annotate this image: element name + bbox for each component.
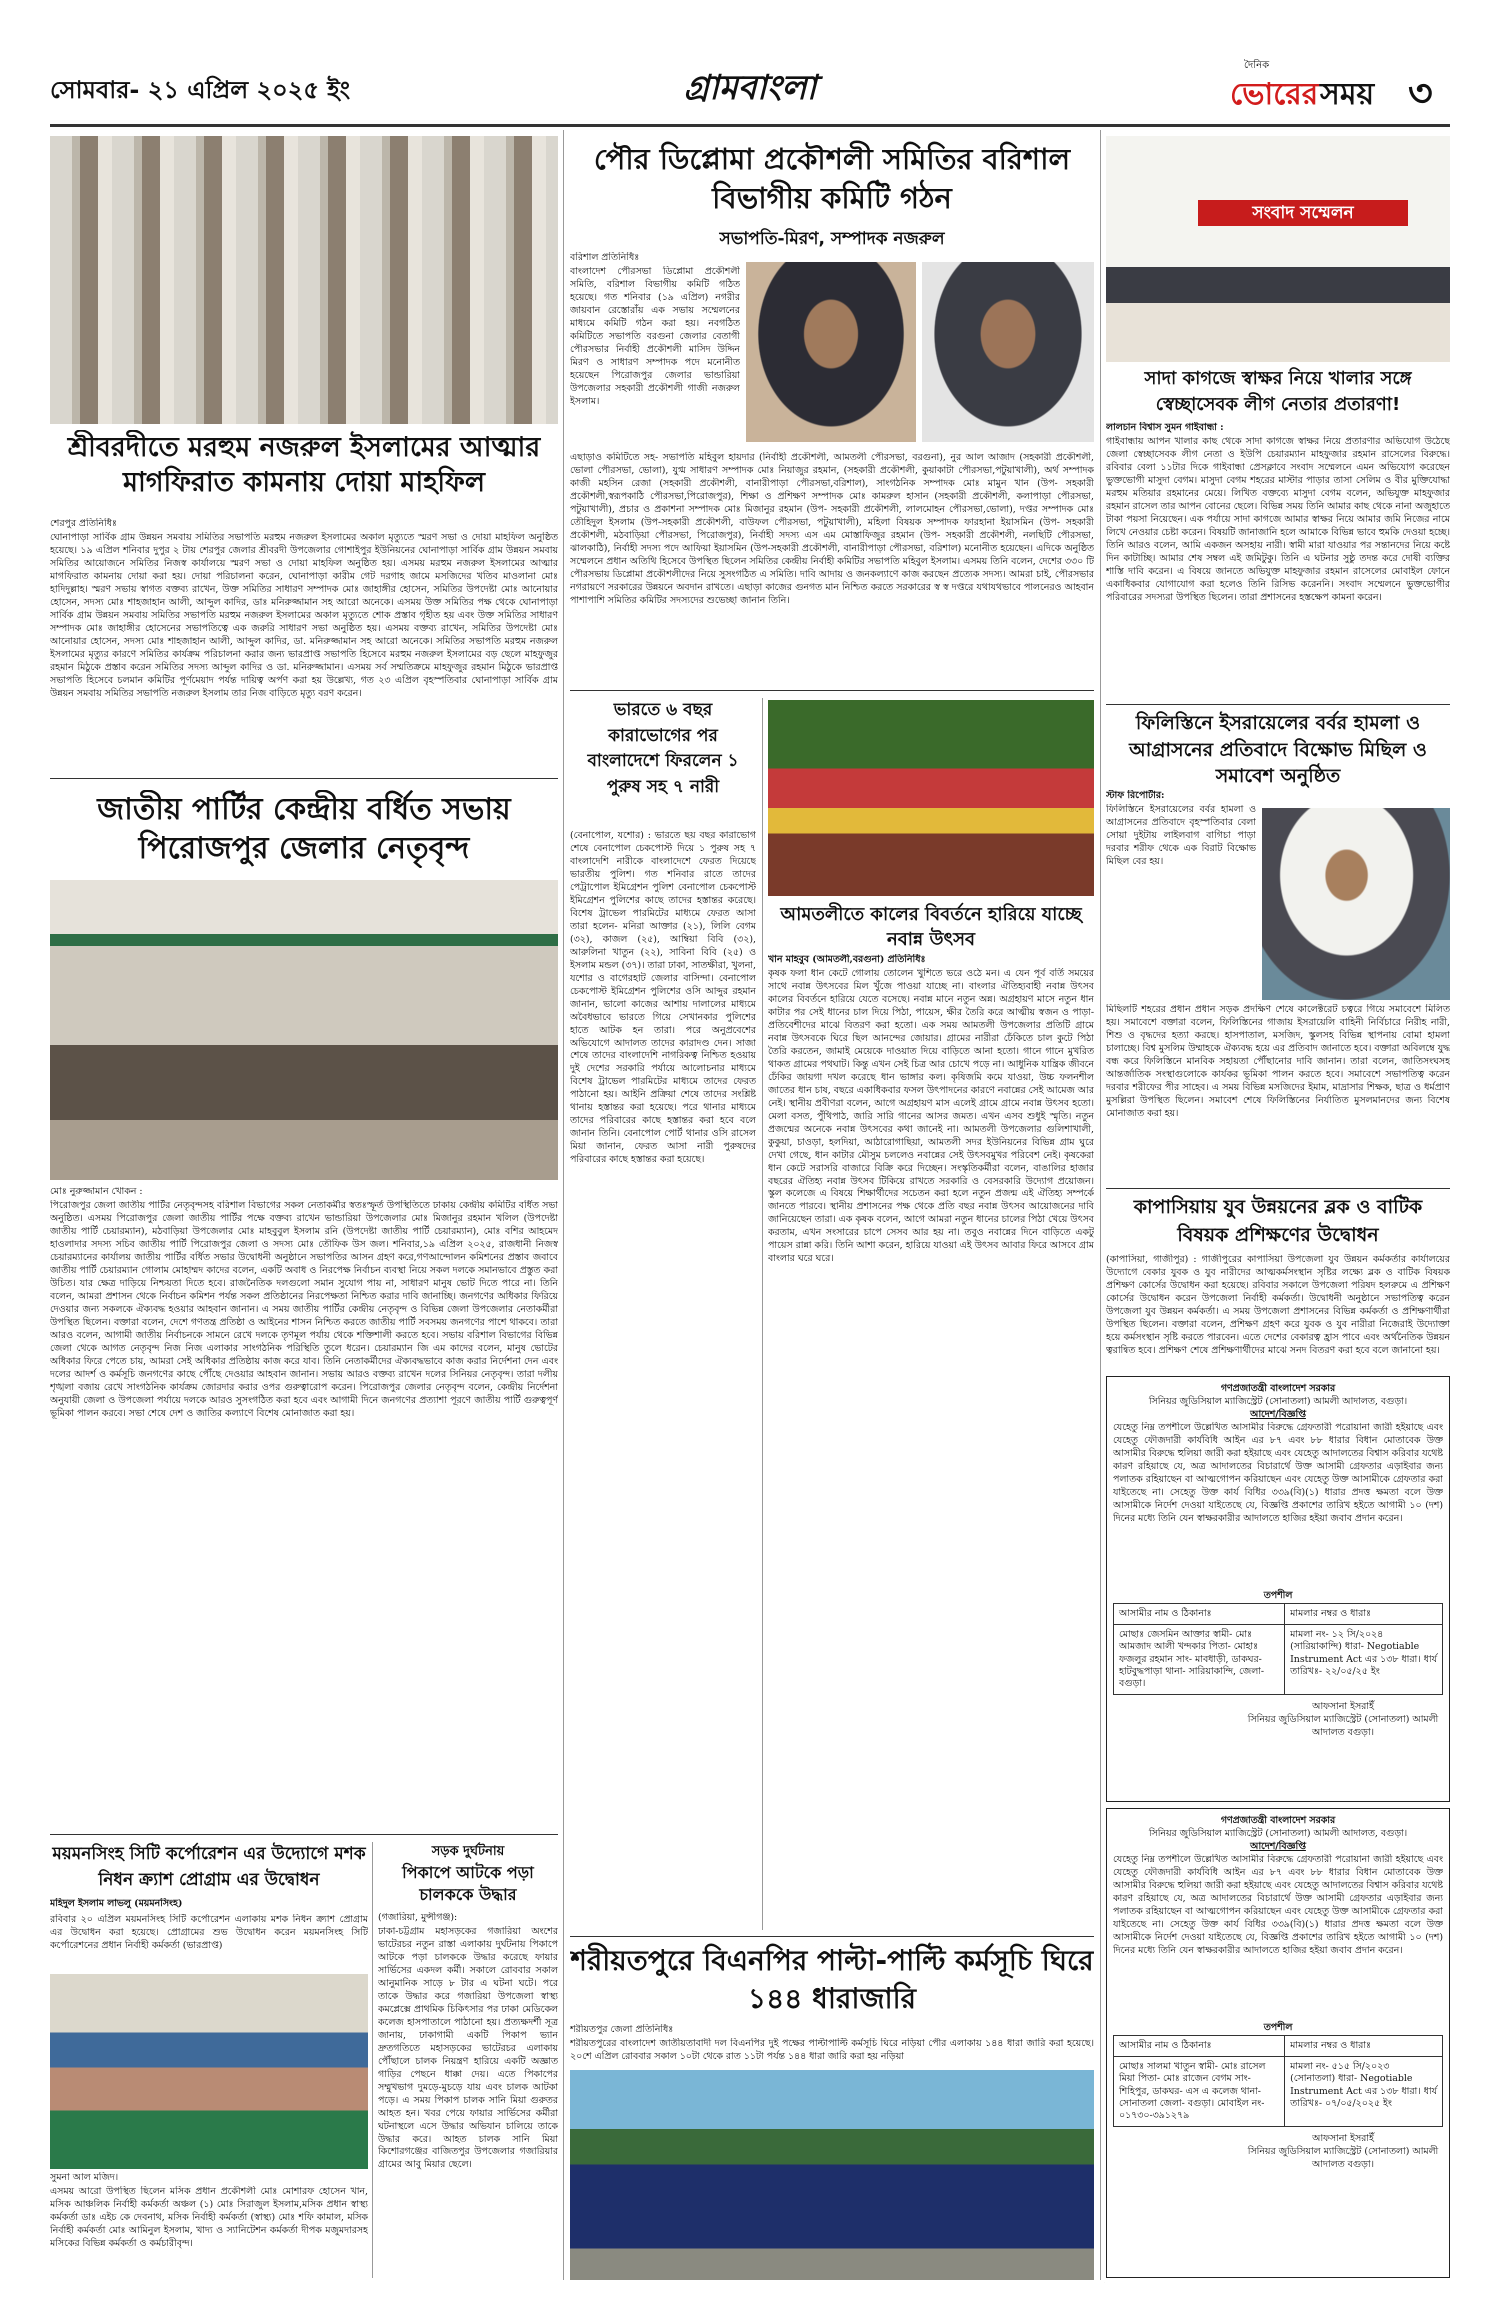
masthead-logo — [1180, 58, 1450, 114]
a9-headline: সাদা কাগজে স্বাক্ষর নিয়ে খালার সঙ্গে স্বেচ্ছাসেবক লীগ নেতার প্রতারণা! — [1144, 368, 1412, 416]
notice1-case: মামলা নং- ১২ সি/২০২৪ (সারিয়াকান্দি) ধারা- Negotiable Instrument Act এর ১৩৮ ধারা। ধার্য তারিখঃ- ২২/০৫/২৫ ইং — [1285, 1625, 1443, 1695]
a7-byline: খান মাহবুব (আমতলী,বরগুনা) প্রতিনিধিঃ — [768, 954, 926, 965]
a7-body: কৃষক ফলা ধান কেটে গোলায় তোলেন খুশিতে ভরে ওঠে মন। এ যেন পূর্ব বর্তি সময়ের সাথে নবান্ন উৎসবের মিল খুঁজে পাওয়া যাচ্ছে না। বাংলার ঐতিহ্যবাহী নবান্ন উৎসব কালের বিবর্তনে হারিয়ে যেতে বসেছে। নবান্ন মানে নতুন অন্ন। অগ্রহায়ণ মাসে নতুন ধান কাটার পর সেই ধানের চাল দিয়ে পিঠা, পায়েস, ক্ষীর তৈরি করে আত্মীয় স্বজন ও পাড়া-প্রতিবেশীদের মাঝে বিতরণ করা হতো। এক সময় আমতলী উপজেলার প্রতিটি গ্রামে নবান্ন উৎসবকে ঘিরে ছিল আনন্দের জোয়ার। গ্রামের নারীরা ঢেঁকিতে চাল কুটে পিঠা তৈরি করতেন, জামাই মেয়েকে দাওয়াত দিয়ে বাড়িতে আনা হতো। গানে গানে মুখরিত থাকত গ্রামের পথঘাট। কিন্তু এখন সেই চিত্র আর চোখে পড়ে না। আধুনিক যান্ত্রিক জীবনে ঢেঁকির জায়গা দখল করেছে ধান ভাঙ্গার কল। কৃষিজমি কমে যাওয়া, উচ্চ ফলনশীল জাতের ধান চাষ, বছরে একাধিকবার ফসল উৎপাদনের কারণে নবান্নের সেই আমেজ আর নেই। স্থানীয় প্রবীণরা বলেন, আগে অগ্রহায়ণ মাস এলেই গ্রামে গ্রামে নবান্ন উৎসব হতো। মেলা বসত, পুঁথিপাঠ, জারি সারি গানের আসর জমত। এখন এসব শুধুই স্মৃতি। নতুন প্রজন্মের অনেকে নবান্ন উৎসবের কথা জানেই না। আমতলী উপজেলার গুলিশাখালী, কুকুয়া, চাওড়া, হলদিয়া, আঠারোগাছিয়া, আমতলী সদর ইউনিয়নের বিভিন্ন গ্রাম ঘুরে দেখা গেছে, ধান কাটার মৌসুম চললেও নবান্নের সেই উৎসবমুখর পরিবেশ নেই। কৃষকেরা ধান কেটে সরাসরি বাজারে বিক্রি করে দিচ্ছেন। সংস্কৃতিকর্মীরা বলেন, বাঙালির হাজার বছরের ঐতিহ্য নবান্ন উৎসব টিকিয়ে রাখতে সরকারি ও বেসরকারি উদ্যোগ প্রয়োজন। স্কুল কলেজে এ বিষয়ে শিক্ষার্থীদের সচেতন করা হলে নতুন প্রজন্ম এই ঐতিহ্য সম্পর্কে জানতে পারবে। স্থানীয় প্রশাসনের পক্ষ থেকে প্রতি বছর নবান্ন উৎসব আয়োজনের দাবি জানিয়েছেন তারা। এক কৃষক বলেন, আগে আমরা নতুন ধানের চালের পিঠা খেয়ে উৎসব করতাম, এখন সংসারের চাপে সেসব আর হয় না। তবুও নবান্নের দিনে বাড়িতে একটু পায়েস রান্না করি। তিনি আশা করেন, হারিয়ে যাওয়া এই উৎসব আবার ফিরে আসবে গ্রাম বাংলার ঘরে ঘরে। — [768, 968, 1094, 1265]
header-rule — [50, 124, 1450, 127]
a8-lead: শরীয়তপুরের বাংলাদেশ জাতীয়তাবাদী দল বিএনপির দুই পক্ষের পাল্টাপাল্টি কর্মসূচি ঘিরে নড়িয়া পৌর এলাকায় ১৪৪ ধারা জারি করা হয়েছে। ২০শে এপ্রিল রোববার সকাল ১০টা থেকে রাত ১১টা পর্যন্ত ১৪৪ ধারা জারি করা হয় নড়িয়া — [570, 2038, 1094, 2062]
a10-body-side: ফিলিস্তিনে ইসরায়েলের বর্বর হামলা ও আগ্রাসনের প্রতিবাদে বৃহস্পতিবার বেলা সোয়া দুইটায় লাইলবাগ বাগিচা পাড়া দরবার শরীফ থেকে এক বিরাট বিক্ষোভ মিছিল বের হয়। — [1106, 804, 1256, 867]
notice2-col2: মামলার নম্বর ও ধারাঃ — [1285, 2035, 1443, 2056]
court-notice-2 — [1106, 1808, 1450, 2278]
a11-headline: কাপাসিয়ায় যুব উন্নয়নের ব্লক ও বাটিক বিষয়ক প্রশিক্ষণের উদ্বোধন — [1133, 1196, 1423, 1246]
photo-jatiya-party-meeting — [50, 880, 558, 1180]
notice1-court: সিনিয়র জুডিসিয়াল ম্যাজিস্ট্রেট (সোনাতলা) আমলী আদালত, বগুড়া। — [1148, 1395, 1408, 1407]
a8-body — [1104, 2282, 1105, 2283]
photo-nazrul — [922, 262, 1094, 442]
court-notice-1 — [1106, 1376, 1450, 1802]
col-divider — [762, 698, 763, 1930]
a2-byline: মোঃ নুরুজ্জামান খোকন : — [50, 1186, 143, 1197]
photo-police-line — [570, 2070, 1094, 2280]
a4-body: ঢাকা-চট্টগ্রাম মহাসড়কের গজারিয়া অংশের ভাটেরচর নতুন রাস্তা এলাকায় দুর্ঘটনায় পিকাপে আটকে পড়া চালককে উদ্ধার করেছে ফায়ার সার্ভিসের একদল কর্মী। সকালে রোববার সকাল আনুমানিক সাড়ে ৮ টার এ ঘটনা ঘটে। পরে তাকে উদ্ধার করে গজারিয়া উপজেলা স্বাস্থ্য কমপ্লেক্সে প্রাথমিক চিকিৎসার পর ঢাকা মেডিকেল কলেজ হাসপাতালে পাঠানো হয়। প্রত্যক্ষদর্শী সূত্র জানায়, ঢাকাগামী একটি পিকাপ ভ্যান দ্রুতগতিতে মহাসড়কের ভাটেরচর এলাকায় পৌঁছালে চালক নিয়ন্ত্রণ হারিয়ে একটি অজ্ঞাত গাড়ির পেছনে ধাক্কা দেয়। এতে পিকাপের সম্মুখভাগ দুমড়ে-মুচড়ে যায় এবং চালক আটকা পড়ে। এ সময় পিকাপ চালক সানি মিয়া গুরুতর আহত হন। খবর পেয়ে ফায়ার সার্ভিসের কর্মীরা ঘটনাস্থলে এসে উদ্ধার অভিযান চালিয়ে তাকে উদ্ধার করে। আহত চালক সানি মিয়া কিশোরগঞ্জের বাজিতপুর উপজেলার গজারিয়ার গ্রামের আবু মিয়ার ছেলে। — [378, 1926, 558, 2171]
masthead-name-a: ভোরের — [1230, 77, 1319, 112]
notice1-title: আদেশ/বিজ্ঞপ্তি — [1250, 1408, 1306, 1420]
a8-rule — [570, 1936, 1094, 1937]
notice1-accused: মোছাঃ জেসমিন আক্তার স্বামী- মোঃ আমজাদ আলী খন্দকার পিতা- মোহাঃ ফজলুর রহমান সাং- মাবধাড়ী, ডাকঘর- হাটবুদ্ধপাড়া থানা- সারিয়াকান্দি, জেলা- বগুড়া। — [1114, 1625, 1285, 1695]
a2-rule — [50, 1834, 558, 1835]
notice2-col1: আসামীর নাম ও ঠিকানাঃ — [1114, 2035, 1285, 2056]
a1-byline: শেরপুর প্রতিনিধিঃ — [50, 518, 117, 529]
a5-headline: পৌর ডিপ্লোমা প্রকৌশলী সমিতির বরিশাল বিভাগীয় কমিটি গঠন — [593, 142, 1071, 216]
a2-headline: জাতীয় পার্টির কেন্দ্রীয় বর্ধিত সভায় পিরোজপুর জেলার নেতৃবৃন্দ — [97, 792, 511, 866]
a6-headline: ভারতে ৬ বছর কারাভোগের পর বাংলাদেশে ফিরলেন ১ পুরুষ সহ ৭ নারী — [587, 700, 739, 797]
a7-headline: আমতলীতে কালের বিবর্তনে হারিয়ে যাচ্ছে নবান্ন উৎসব — [780, 904, 1082, 951]
notice1-sign-name: আফসানা ইসরাইঁ — [1312, 1701, 1374, 1713]
photo-mosquito-program — [50, 1974, 368, 2169]
header-date: সোমবার- ২১ এপ্রিল ২০২৫ ইং — [50, 76, 351, 104]
a8-byline: শরীয়তপুর জেলা প্রতিনিধিঃ — [570, 2024, 674, 2035]
notice1-sign-title: সিনিয়র জুডিসিয়াল ম্যাজিস্ট্রেট (সোনাতলা) আমলী আদালত বগুড়া। — [1247, 1714, 1439, 1739]
notice2-sign-name: আফসানা ইসরাইঁ — [1312, 2133, 1374, 2145]
a9-byline: লালচান বিশ্বাস সুমন গাইবান্ধা : — [1106, 422, 1224, 433]
photo-mirun — [746, 262, 916, 442]
masthead-small: দৈনিক — [1244, 60, 1270, 71]
a6-body: (বেনাপোল, যশোর) : ভারতে ছয় বছর কারাভোগ শেষে বেনাপোল চেকপোস্ট দিয়ে ১ পুরুষ সহ ৭ বাংলাদেশি নারীকে বাংলাদেশে ফেরত দিয়েছে ভারতীয় পুলিশ। গত শনিবার রাতে তাদের পেট্রাপোল ইমিগ্রেশন পুলিশ বেনাপোল চেকপোস্ট ইমিগ্রেশন পুলিশের কাছে তাদের হস্তান্তর করেছে। বিশেষ ট্রাভেল পারমিটের মাধ্যমে ফেরত আসা তারা হলেন- মনিরা আক্তার (২১), লিলি বেগম (৩২), কাজল (২৫), আম্বিয়া বিবি (৩২), আরুলিনা খাতুন (২২), সাবিনা বিবি (২৫) ও ইসলাম মন্ডল (৩৭)। তারা ঢাকা, সাতক্ষীরা, খুলনা, যশোর ও বাগেরহাট জেলার বাসিন্দা। বেনাপোল চেকপোস্ট ইমিগ্রেশন পুলিশের ওসি আব্দুর রহমান জানান, ভালো কাজের আশায় দালালের মাধ্যমে অবৈধভাবে ভারতে গিয়ে সেখানকার পুলিশের হাতে আটক হন তারা। পরে অনুপ্রবেশের অভিযোগে আদালত তাদের কারাদণ্ড দেন। সাজা শেষে তাদের বাংলাদেশি নাগরিকত্ব নিশ্চিত হওয়ায় দুই দেশের সরকারি পর্যায়ে আলোচনার মাধ্যমে বিশেষ ট্রাভেল পারমিটের মাধ্যমে তাদের ফেরত পাঠানো হয়। আইনি প্রক্রিয়া শেষে তাদের সংশ্লিষ্ট থানায় হস্তান্তর করা হয়েছে। পরে থানার মাধ্যমে তাদের পরিবারের কাছে হস্তান্তর করা হবে বলে জানান তিনি। বেনাপোল পোর্ট থানার ওসি রাসেল মিয়া জানান, ফেরত আসা নারী পুরুষদের পরিবারের কাছে হস্তান্তর করা হয়েছে। — [570, 830, 756, 1166]
a4-byline: (গজারিয়া, মুন্সীগঞ্জ): — [378, 1912, 458, 1923]
a9-body: গাইবান্ধায় আপন খালার কাছ থেকে সাদা কাগজে স্বাক্ষর নিয়ে প্রতারণার অভিযোগ উঠেছে জেলা স্বেচ্ছাসেবক লীগ নেতা ও ইউপি চেয়ারম্যান মাহফুজার রহমান রাসেলের বিরুদ্ধে। রবিবার বেলা ১১টার দিকে গাইবান্ধা প্রেসক্লাবে সংবাদ সম্মেলনে এমন অভিযোগ করেছেন ভুক্তভোগী মাসুদা বেগম। মাসুদা বেগম শহরের মাস্টার পাড়ার তাসা সেলিম ও বীর মুক্তিযোদ্ধা মরহুম মতিয়ার রহমানের মেয়ে। লিখিত বক্তব্যে মাসুদা বেগম বলেন, অভিযুক্ত মাহফুজার রহমান রাসেল তার আপন বোনের ছেলে। বিভিন্ন সময় তিনি আমার কাছ থেকে নানা অজুহাতে টাকা পয়সা নিয়েছেন। এক পর্যায়ে সাদা কাগজে আমার স্বাক্ষর নিয়ে আমার জমি নিজের নামে লিখে নেওয়ার চেষ্টা করেন। বিষয়টি জানাজানি হলে আমাকে বিভিন্ন ভাবে হুমকি দেওয়া হচ্ছে। তিনি আরও বলেন, আমি একজন অসহায় নারী। স্বামী মারা যাওয়ার পর সন্তানদের নিয়ে কষ্টে দিন কাটাচ্ছি। আমার শেষ সম্বল এই জমিটুকু। তিনি এ ঘটনার সুষ্ঠু তদন্ত করে দোষী ব্যক্তির শাস্তি দাবি করেন। এ বিষয়ে জানতে অভিযুক্ত মাহফুজার রহমান রাসেলের মোবাইল ফোনে একাধিকবার যোগাযোগ করা হলেও তিনি রিসিভ করেননি। সংবাদ সম্মেলনে ভুক্তভোগীর পরিবারের সদস্যরা উপস্থিত ছিলেন। তারা প্রশাসনের হস্তক্ষেপ কামনা করেন। — [1106, 436, 1450, 603]
notice1-header: গণপ্রজাতন্ত্রী বাংলাদেশ সরকার — [1220, 1383, 1336, 1394]
notice2-body: যেহেতু নিম্ন তপশীলে উল্লেখিত আসামীর বিরুদ্ধে গ্রেফতারী পরোয়ানা জারী হইয়াছে এবং যেহেতু ফৌজদারী কার্যবিধি আইন এর ৮৭ এবং ৮৮ ধারার বিধান মোতাবেক উক্ত আসামীর বিরুদ্ধে হুলিয়া জারী করা হইয়াছে এবং যেহেতু আদালতের বিশ্বাস করিবার যথেষ্ট কারণ রহিয়াছে যে, অত্র আদালতের বিচারার্থে উক্ত আসামী গ্রেফতার এড়াইবার জন্য পলাতক রহিয়াছেন বা আত্মগোপন করিয়াছেন এবং যেহেতু উক্ত আসামীকে গ্রেফতার করা যাইতেছে না। সেহেতু উক্ত কার্য বিধির ৩৩৯(বি)(১) ধারার প্রদত্ত ক্ষমতা বলে উক্ত আসামীকে নির্দেশ দেওয়া যাইতেছে যে, বিজ্ঞপ্তি প্রকাশের তারিখ হইতে আগামী ১০ (দশ) দিনের মধ্যে তিনি যেন স্বাক্ষরকারীর আদালতে হাজির হইয়া জবাব প্রদান করেন। — [1113, 1853, 1443, 1956]
notice1-col1: আসামীর নাম ও ঠিকানাঃ — [1114, 1603, 1285, 1624]
col-divider — [1100, 130, 1101, 2280]
notice2-schedule: তপশীল — [1263, 2021, 1293, 2033]
a5-body: এছাড়াও কমিটিতে সহ- সভাপতি মহিবুল হায়দার (নির্বাহী প্রকৌশলী, আমতলী পৌরসভা, বরগুনা), নুর আল আজাদ (সহকারী প্রকৌশলী, ভোলা পৌরসভা, ভোলা), যুগ্ম সাধারণ সম্পাদক মোঃ নিয়াজুর রহমান, (সহকারী প্রকৌশলী, কুয়াকাটা পৌরসভা,পটুয়াখালী), অর্থ সম্পাদক কাজী মহসিন রেজা (সহকারী প্রকৌশলী, বানারীপাড়া পৌরসভা,বরিশাল), সাংগঠনিক সম্পাদক মোঃ মামুন খান (উপ- সহকারী প্রকৌশলী,স্বরূপকাঠি পৌরসভা,পিরোজপুর), শিক্ষা ও প্রশিক্ষণ সম্পাদক মোঃ কামরুল হাসান (সহকারী প্রকৌশলী, কলাপাড়া পৌরসভা, পটুয়াখালী), প্রচার ও প্রকাশনা সম্পাদক মোঃ মিজানুর রহমান (উপ- সহকারী প্রকৌশলী, লালমোহন পৌরসভা,ভোলা), দপ্তর সম্পাদক মোঃ তৌহিদুল ইসলাম (উপ-সহকারী প্রকৌশলী, বাউফল পৌরসভা, পটুয়াখালী), মহিলা বিষয়ক সম্পাদক ফারহানা ইয়াসমিন (উপ- সহকারী প্রকৌশলী, মঠবাড়িয়া পৌরসভা, পিরোজপুর), নির্বাহী সদস্য এস এম মোস্তাফিজুর রহমান (উপ- সহকারী প্রকৌশলী, নলছিটি পৌরসভা, ঝালকাঠি), নির্বাহী সদস্য পদে আফিয়া ইয়াসমিন (উপ-সহকারী প্রকৌশলী, বানারীপাড়া পৌরসভা, বরিশাল) মনোনীত হয়েছেন। এদিকে অনুষ্ঠিত সম্মেলনে প্রধান অতিথি হিসেবে উপস্থিত ছিলেন সমিতির কেন্দ্রীয় নির্বাহী কমিটির সভাপতি মহিবুল ইসলাম। এসময় তিনি বলেন, দেশের ৩৩০ টি পৌরসভায় ডিপ্লোমা প্রকৌশলীদের নিয়ে সুসংগঠিত এ সমিতি। দাবি আদায় ও জনকল্যাণে কাজ করছেন প্রত্যেক সদস্য। আমরা চাই, পৌরসভার নগরায়ণে সরকারের উন্নয়নে অবদান রাখতে। এছাড়া কাজের গুনগত মান নিশ্চিত করতে সরকারের স্ব স্ব দপ্তরে যথাযথভাবে পালনেরও আহবান পাশাপাশি সমিতির কমিটির সদস্যদের শুভেচ্ছা জানান তিনি। — [570, 452, 1094, 606]
notice2-header: গণপ্রজাতন্ত্রী বাংলাদেশ সরকার — [1220, 1815, 1336, 1826]
a10-byline: স্টাফ রিপোর্টার: — [1106, 790, 1165, 801]
a3-body: রবিবার ২০ এপ্রিল ময়মনসিংহ সিটি কর্পোরেশন এলাকায় মশক নিধন ক্র্যাশ প্রোগ্রাম এর উদ্বোধন করা হয়েছে। প্রোগ্রামের শুভ উদ্বোধন করেন ময়মনসিংহ সিটি কর্পোরেশনের প্রধান নির্বাহী কর্মকর্তা (ভারপ্রাপ্ত) — [50, 1914, 368, 1951]
photo-protest-speaker — [1262, 808, 1450, 1000]
a5-subtitle: সভাপতি-মিরণ, সম্পাদক নজরুল — [719, 229, 945, 249]
a1-rule — [50, 778, 558, 779]
notice2-court: সিনিয়র জুডিসিয়াল ম্যাজিস্ট্রেট (সোনাতলা) আমলী আদালত, বগুড়া। — [1148, 1827, 1408, 1839]
notice2-table — [1113, 2035, 1443, 2127]
col-divider — [372, 1842, 373, 2278]
a10-headline: ফিলিস্তিনে ইসরায়েলের বর্বর হামলা ও আগ্রাসনের প্রতিবাদে বিক্ষোভ মিছিল ও সমাবেশ অনুষ্ঠিত — [1129, 712, 1427, 788]
photo-prayer-gathering — [50, 136, 558, 424]
masthead-name-b: সময় — [1320, 77, 1375, 112]
a10-rule — [1106, 1188, 1450, 1189]
notice1-col2: মামলার নম্বর ও ধারাঃ — [1285, 1603, 1443, 1624]
a5-body-side: বাংলাদেশ পৌরসভা ডিপ্লোমা প্রকৌশলী সমিতি, বরিশাল বিভাগীয় কমিটি গঠিত হয়েছে। গত শনিবার (১৯ এপ্রিল) নগরীর জায়বান রেস্তোরাঁয় এক সভায় সম্মেলনের মাধ্যমে কমিটি গঠন করা হয়। নবগঠিত কমিটিতে সভাপতি বরগুনা জেলার বেতাগী পৌরসভার নির্বাহী প্রকৌশলী মাসিদ উদ্দিন মিরণ ও সাধারণ সম্পাদক পদে মনোনীত হয়েছেন পিরোজপুর জেলার ভান্ডারিয়া উপজেলার সহকারী প্রকৌশলী গাজী নজরুল ইসলাম। — [570, 266, 740, 407]
a2-body: পিরোজপুর জেলা জাতীয় পার্টির নেতৃবৃন্দসহ বরিশাল বিভাগের সকল নেতাকর্মীর স্বতঃস্ফূর্ত উপস্থিতিতে ঢাকায় কেন্দ্রীয় কমিটির বর্ধিত সভা অনুষ্ঠিত। এসময় পিরোজপুর জেলা জাতীয় পার্টির পক্ষে বক্তব্য রাখেন ভান্ডারিয়া উপজেলার মোঃ মিজানুর রহমান খলিল (উপদেষ্টা জাতীয় পার্টি চেয়ারম্যান), মঠবাড়িয়া উপজেলার মোঃ মাহবুবুল ইসলাম রনি (উপদেষ্টা জাতীয় পার্টি চেয়ারম্যান), মোঃ বশির আহমেদ হাওলাদার সদস্য সচিব জাতীয় পার্টি পিরোজপুর জেলা ও সদস্য মোঃ তৌফিক উস জল। শনিবার,১৯ এপ্রিল ২০২৫, রাজধানী নিজস্ব চেয়ারম্যানের কার্যালয় জাতীয় পার্টির বর্ধিত সভার উদ্বোধনী অনুষ্ঠানে সভাপতির আসন গ্রহণ করে,গণআন্দোলন কমিশনের প্রস্তাব জবাবে জাতীয় পার্টি চেয়ারম্যান গোলাম মোহাম্মদ কাদের বলেন, একটি অবাধ ও নিরপেক্ষ নির্বাচন ব্যবস্থা নিয়ে সকল দলকে সমানভাবে প্রস্তুত করা উচিত। যার ক্ষেত্র দাড়িয়ে নিশ্চয়তা দিতে হবে। রাজনৈতিক দলগুলো সমান সুযোগ পায় না, সাধারণ মানুষ ভোট দিতে পারে না। তিনি বলেন, আমরা প্রশাসন থেকে নির্বাচন কমিশন পর্যন্ত সকল প্রতিষ্ঠানের নিরপেক্ষতা নিশ্চিত করার দাবি জানাচ্ছি। জনগণের অধিকার ফিরিয়ে দেওয়ার জন্য সকলকে ঐক্যবদ্ধ হওয়ার আহবান জানান। এ সময় জাতীয় পার্টির কেন্দ্রীয় নেতৃবৃন্দ ও বিভিন্ন জেলা উপজেলার নেতাকর্মীরা উপস্থিত ছিলেন। বক্তারা বলেন, দেশে গণতন্ত্র প্রতিষ্ঠা ও আইনের শাসন নিশ্চিত করতে জাতীয় পার্টি সবসময় জনগণের পাশে থাকবে। তারা আরও বলেন, আগামী জাতীয় নির্বাচনকে সামনে রেখে দলকে তৃণমূল পর্যায় থেকে শক্তিশালী করতে হবে। সভায় বরিশাল বিভাগের বিভিন্ন জেলা থেকে আগত নেতৃবৃন্দ নিজ নিজ এলাকার সাংগঠনিক পরিস্থিতি তুলে ধরেন। চেয়ারম্যান জি এম কাদের বলেন, মানুষ ভোটের অধিকার ফিরে পেতে চায়, আমরা সেই অধিকার প্রতিষ্ঠায় কাজ করে যাব। তিনি নেতাকর্মীদের ঐক্যবদ্ধভাবে কাজ করার নির্দেশনা দেন এবং দলের আদর্শ ও কর্মসূচি জনগণের কাছে পৌঁছে দেওয়ার আহবান জানান। সভায় আরও বক্তব্য রাখেন দলের সিনিয়র নেতৃবৃন্দ। তারা দলীয় শৃঙ্খলা বজায় রেখে সাংগঠনিক কার্যক্রম জোরদার করার ওপর গুরুত্বারোপ করেন। পিরোজপুর জেলার নেতৃবৃন্দ বলেন, কেন্দ্রীয় নির্দেশনা অনুযায়ী জেলা ও উপজেলা পর্যায়ে দলকে আরও সুসংগঠিত করা হবে এবং আগামী দিনে জনগণের প্রত্যাশা পূরণে জাতীয় পার্টি গুরুত্বপূর্ণ ভূমিকা পালন করবে। সভা শেষে দেশ ও জাতির কল্যাণে বিশেষ মোনাজাত করা হয়। — [50, 1200, 558, 1419]
a1-headline: শ্রীবরদীতে মরহুম নজরুল ইসলামের আত্মার মাগফিরাত কামনায় দোয়া মাহফিল — [67, 432, 541, 499]
a5-rule — [570, 690, 1094, 691]
a3-headline: ময়মনসিংহ সিটি কর্পোরেশন এর উদ্যোগে মশক নিধন ক্র্যাশ প্রোগ্রাম এর উদ্বোধন — [52, 1844, 366, 1890]
a5-byline: বরিশাল প্রতিনিধিঃ — [570, 252, 640, 263]
section-title: গ্রামবাংলা — [683, 68, 817, 108]
a8-headline: শরীয়তপুরে বিএনপির পাল্টা-পাল্টি কর্মসূচি ঘিরে ১৪৪ ধারাজারি — [570, 1944, 1094, 2015]
notice2-title: আদেশ/বিজ্ঞপ্তি — [1250, 1840, 1306, 1852]
a9-rule — [1106, 704, 1450, 705]
a10-body: মিছিলটি শহরের প্রধান প্রধান সড়ক প্রদক্ষিণ শেষে কালেক্টরেট চত্বরে গিয়ে সমাবেশে মিলিত হয়। সমাবেশে বক্তারা বলেন, ফিলিস্তিনের গাজায় ইসরায়েলি বাহিনী নির্বিচারে নিরীহ নারী, শিশু ও বৃদ্ধদের হত্যা করছে। হাসপাতাল, মসজিদ, স্কুলসহ বিভিন্ন স্থাপনায় বোমা হামলা চালাচ্ছে। বিশ্ব মুসলিম উম্মাহকে ঐক্যবদ্ধ হয়ে এর প্রতিবাদ জানাতে হবে। বক্তারা অবিলম্বে যুদ্ধ বন্ধ করে ফিলিস্তিনে মানবিক সহায়তা পৌঁছানোর দাবি জানান। তারা বলেন, জাতিসংঘসহ আন্তর্জাতিক সংস্থাগুলোকে কার্যকর ভূমিকা পালন করতে হবে। সমাবেশে সভাপতিত্ব করেন দরবার শরীফের পীর সাহেব। এ সময় বিভিন্ন মসজিদের ইমাম, মাদ্রাসার শিক্ষক, ছাত্র ও ধর্মপ্রাণ মুসল্লিরা উপস্থিত ছিলেন। সমাবেশ শেষে ফিলিস্তিনের নির্যাতিত মুসলমানদের জন্য বিশেষ মোনাজাত করা হয়। — [1106, 1004, 1450, 1119]
notice2-case: মামলা নং- ৫১৫ সি/২০২৩ (সোনাতলা) ধারা- Negotiable Instrument Act এর ১৩৮ ধারা। ধার্য তারিখঃ- ০৭/০৫/২০২৫ ইং — [1285, 2057, 1443, 2127]
page-number: ৩ — [1408, 71, 1433, 114]
notice1-schedule: তপশীল — [1263, 1589, 1293, 1601]
photo-press-conference — [1106, 136, 1450, 362]
notice1-table — [1113, 1603, 1443, 1695]
notice1-body: যেহেতু নিম্ন তপশীলে উল্লেখিত আসামীর বিরুদ্ধে গ্রেফতারী পরোয়ানা জারী হইয়াছে এবং যেহেতু ফৌজদারী কার্যবিধি আইন এর ৮৭ এবং ৮৮ ধারার বিধান মোতাবেক উক্ত আসামীর বিরুদ্ধে হুলিয়া জারী করা হইয়াছে এবং যেহেতু আদালতের বিশ্বাস করিবার যথেষ্ট কারণ রহিয়াছে যে, অত্র আদালতের বিচারার্থে উক্ত আসামী গ্রেফতার এড়াইবার জন্য পলাতক রহিয়াছেন বা আত্মগোপন করিয়াছেন এবং যেহেতু উক্ত আসামীকে গ্রেফতার করা যাইতেছে না। সেহেতু উক্ত কার্য বিধির ৩৩৯(বি)(১) ধারার প্রদত্ত ক্ষমতা বলে উক্ত আসামীকে নির্দেশ দেওয়া যাইতেছে যে, বিজ্ঞপ্তি প্রকাশের তারিখ হইতে আগামী ১০ (দশ) দিনের মধ্যে তিনি যেন স্বাক্ষরকারীর আদালতে হাজির হইয়া জবাব প্রদান করেন। — [1113, 1421, 1443, 1524]
notice2-sign-title: সিনিয়র জুডিসিয়াল ম্যাজিস্ট্রেট (সোনাতলা) আমলী আদালত বগুড়া। — [1247, 2146, 1439, 2171]
press-banner: সংবাদ সম্মেলন — [1198, 200, 1408, 226]
notice2-accused: মোছাঃ সালমা খাতুন স্বামী- মোঃ রাসেল মিয়া পিতা- মোঃ রাজেন বেগম সাং- শিহিপুর, ডাকঘর- এস এ কলেজ থানা- সোনাতলা জেলা- বগুড়া। মোবাইল নং- ০১৭৩০-৩৯১২৭৯ — [1114, 2057, 1285, 2127]
a3-byline: মহিদুল ইসলাম লাভলু (ময়মনসিংহ) — [50, 1898, 183, 1909]
a4-kicker: সড়ক দুর্ঘটনায় — [431, 1844, 505, 1859]
a11-body: (কাপাসিয়া, গাজীপুর) : গাজীপুরের কাপাসিয়া উপজেলা যুব উন্নয়ন কর্মকর্তার কার্যালয়ের উদ্যোগে বেকার যুবক ও যুব নারীদের আত্মকর্মসংস্থান সৃষ্টির লক্ষ্যে ব্লক ও বাটিক বিষয়ক প্রশিক্ষণ কোর্সের উদ্বোধন করা হয়েছে। রবিবার সকালে উপজেলা পরিষদ হলরুমে এ প্রশিক্ষণ কোর্সের উদ্বোধন করেন উপজেলা নির্বাহী কর্মকর্তা। উদ্বোধনী অনুষ্ঠানে সভাপতিত্ব করেন উপজেলা যুব উন্নয়ন কর্মকর্তা। এ সময় উপজেলা প্রশাসনের বিভিন্ন কর্মকর্তা ও প্রশিক্ষণার্থীরা উপস্থিত ছিলেন। বক্তারা বলেন, প্রশিক্ষণ গ্রহণ করে যুবক ও যুব নারীরা নিজেরাই উদ্যোক্তা হয়ে কর্মসংস্থান সৃষ্টি করতে পারবেন। এতে দেশের বেকারত্ব হ্রাস পাবে এবং অর্থনৈতিক উন্নয়ন ত্বরান্বিত হবে। প্রশিক্ষণ শেষে প্রশিক্ষণার্থীদের মাঝে সনদ বিতরণ করা হবে বলে জানানো হয়। — [1106, 1254, 1450, 1356]
col-divider — [563, 130, 564, 2280]
a3-caption: সুমনা আল মজিদ। — [50, 2172, 119, 2183]
a3-body2: এসময় আরো উপস্থিত ছিলেন মসিক প্রধান প্রকৌশলী মোঃ মোশারফ হোসেন খান, মসিক আঞ্চলিক নির্বাহী কর্মকর্তা অঞ্চল (১) মোঃ সিরাজুল ইসলাম,মসিক প্রধান স্বাস্থ্য কর্মকর্তা ডাঃ এইচ কে দেবনাথ, মসিক নির্বাহী কর্মকর্তা (স্বাস্থ্য) মোঃ শফি কামাল, মসিক নির্বাহী কর্মকর্তা মোঃ আমিনুল ইসলাম, খাদ্য ও স্যানিটেশন কর্মকর্তা দীপক মজুমদারসহ মসিকের বিভিন্ন কর্মকর্তা ও কর্মচারীবৃন্দ। — [50, 2186, 368, 2249]
a1-body: ঘোনাপাড়া সার্বিক গ্রাম উন্নয়ন সমবায় সমিতির সভাপতি মরহুম নজরুল ইসলামের অকাল মৃত্যুতে স্মরণ সভা ও দোয়া মাহফিল অনুষ্ঠিত হয়েছে। ১৯ এপ্রিল শনিবার দুপুর ২ টায় শেরপুর জেলার শ্রীবরদী উপজেলার গোশাইপুর ইউনিয়নের ঘোনাপাড়া সার্বিক গ্রাম উন্নয়ন সমবায় সমিতির আয়োজনে সমিতির নিজস্ব কার্যালয়ে স্মরণ সভা ও দোয়া মাহফিল অনুষ্ঠিত হয়। এসময় মরহুম নজরুল ইসলামের আত্মার মাগফিরাত কামনায় দোয়া করা হয়। দোয়া পরিচালনা করেন, ঘোনাপাড়া কারীম গেট দরগাহ জামে মসজিদের খতিব মাওলানা মোঃ হাদিদুল্লাহ। স্মরণ সভায় স্বাগত বক্তব্য রাখেন, উক্ত সমিতির সাধারণ সম্পাদক মোঃ জাহাঙ্গীর হোসেন, সমিতির উপদেষ্টা মোঃ আনোয়ার হোসেন, সদস্য মোঃ শাহজাহান আলী, আব্দুল কাদির, ডাঃ মনিরুজ্জামান সহ আরো অনেকে। এসময় উক্ত সমিতির পক্ষ থেকে ঘোনাপাড়া সার্বিক গ্রাম উন্নয়ন সমবায় সমিতির সভাপতি মরহুম নজরুল ইসলামের অকাল মৃত্যুতে শোক প্রস্তাব গৃহীত হয় এবং উক্ত সমিতির সাধারণ সম্পাদক মোঃ জাহাঙ্গীর হোসেনের সভাপতিত্বে এক জরুরি সাধারণ সভা অনুষ্ঠিত হয়। এসময় বক্তব্য রাখেন, সমিতির উপদেষ্টা মোঃ আনোয়ার হোসেন, সদস্য মোঃ শাহজাহান আলী, আব্দুল কাদির, ডা. মনিরুজ্জামান সহ আরো অনেকে। সমিতির সভাপতি মরহুম নজরুল ইসলামের মৃত্যুর কারণে সমিতির কার্যক্রম পরিচালনা করার জন্য ভারপ্রাপ্ত সভাপতি হিসেবে মরহুম নজরুল ইসলামের বড় ছেলে মাহফুজুর রহমান মিঠুকে প্রস্তাব করেন সমিতির সদস্য আব্দুল কাদির ও ডা. মনিরুজ্জামান। এসময় সর্ব সম্মতিক্রমে মাহফুজুর রহমান মিঠুকে ভারপ্রাপ্ত সভাপতি হিসেবে চলমান কমিটির পূর্ণমেয়াদ পর্যন্ত দায়িত্ব অর্পণ করা হয় উল্লেখ্য, গত ২৩ এপ্রিল বৃহস্পতিবার ঘোনাপাড়া সার্বিক গ্রাম উন্নয়ন সমবায় সমিতির সভাপতি নজরুল ইসলাম তার নিজ বাড়িতে মৃত্যু বরণ করেন। — [50, 532, 558, 699]
a4-headline: পিকাপে আটকে পড়া চালককে উদ্ধার — [402, 1863, 534, 1904]
page-header — [50, 52, 1450, 122]
photo-nabanna-stage — [768, 700, 1094, 896]
